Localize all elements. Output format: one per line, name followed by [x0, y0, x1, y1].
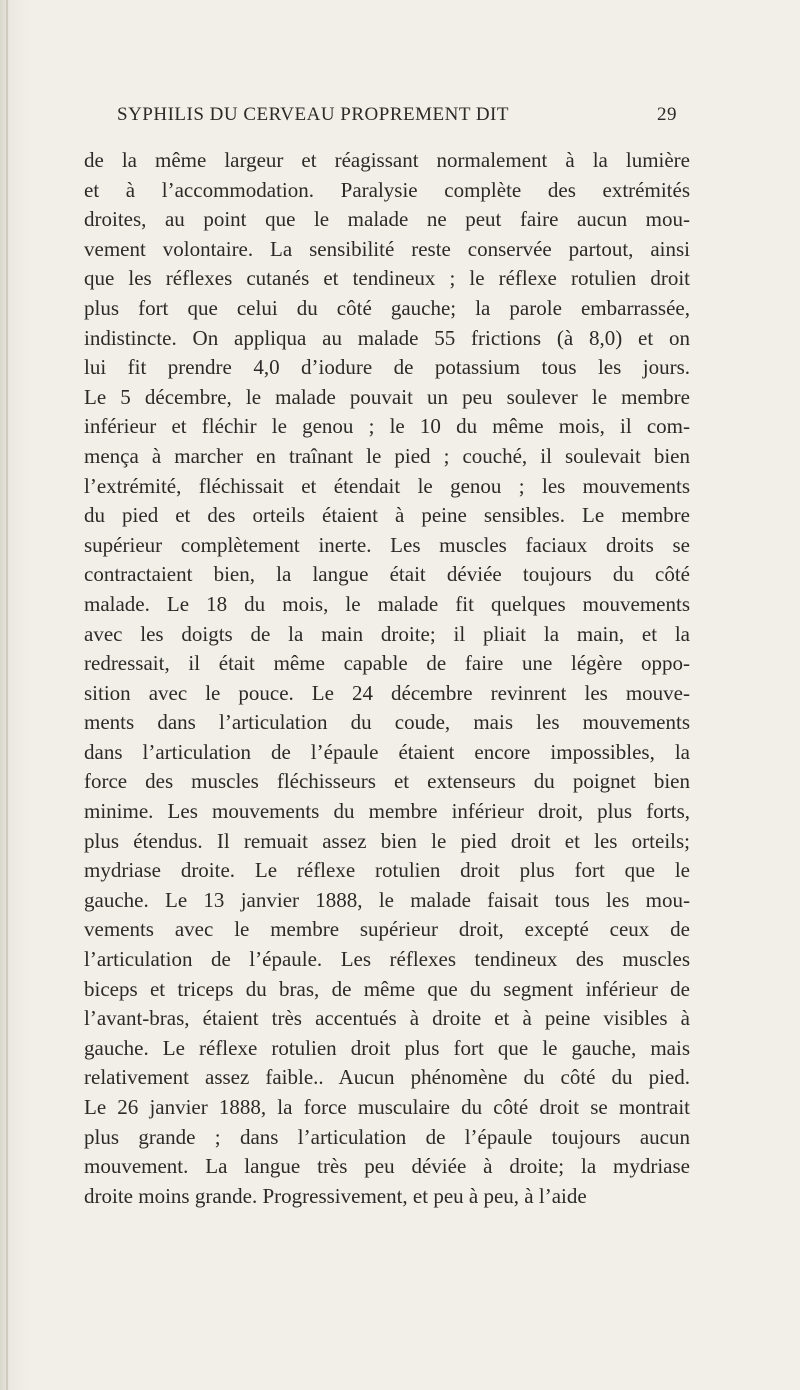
- text-line: vements avec le membre supérieur droit, excepté ceux de: [84, 917, 690, 942]
- text-line: dans l’articulation de l’épaule étaient encore impossibles, la: [84, 739, 690, 764]
- text-line: plus grande ; dans l’articulation de l’épaule toujours aucun: [84, 1124, 690, 1149]
- text-line: gauche. Le 13 janvier 1888, le malade faisait tous les mou-: [84, 887, 690, 912]
- text-line: mydriase droite. Le réflexe rotulien droit plus fort que le: [84, 858, 690, 883]
- text-line: biceps et triceps du bras, de même que du segment inférieur de: [84, 976, 690, 1001]
- text-line: droites, au point que le malade ne peut faire aucun mou-: [84, 207, 690, 232]
- running-title: SYPHILIS DU CERVEAU PROPREMENT DIT: [117, 104, 509, 125]
- binding-gutter: [6, 0, 8, 1390]
- text-line: l’extrémité, fléchissait et étendait le genou ; les mouvements: [84, 473, 690, 498]
- text-line: de la même largeur et réagissant normalement à la lumière: [84, 148, 690, 172]
- text-line: mença à marcher en traînant le pied ; couché, il soulevait bien: [84, 443, 690, 468]
- text-line: l’avant-bras, étaient très accentués à droite et à peine visibles à: [84, 1006, 690, 1031]
- text-line: mouvement. La langue très peu déviée à droite; la mydriase: [84, 1154, 690, 1179]
- text-line: du pied et des orteils étaient à peine sensibles. Le membre: [84, 503, 690, 528]
- text-line: vement volontaire. La sensibilité reste conservée partout, ainsi: [84, 236, 690, 261]
- text-line: l’articulation de l’épaule. Les réflexes tendineux des muscles: [84, 947, 690, 972]
- text-line: Le 5 décembre, le malade pouvait un peu soulever le membre: [84, 384, 690, 409]
- text-line: plus fort que celui du côté gauche; la parole embarrassée,: [84, 295, 690, 320]
- text-line: relativement assez faible.. Aucun phénomène du côté du pied.: [84, 1065, 690, 1090]
- text-line: et à l’accommodation. Paralysie complète des extrémités: [84, 177, 690, 202]
- text-line: que les réflexes cutanés et tendineux ; le réflexe rotulien droit: [84, 266, 690, 291]
- text-line: gauche. Le réflexe rotulien droit plus fort que le gauche, mais: [84, 1035, 690, 1060]
- text-line: sition avec le pouce. Le 24 décembre revinrent les mouve-: [84, 680, 690, 705]
- text-line: lui fit prendre 4,0 d’iodure de potassium tous les jours.: [84, 355, 690, 380]
- text-line: inférieur et fléchir le genou ; le 10 du même mois, il com-: [84, 414, 690, 439]
- text-line: malade. Le 18 du mois, le malade fit quelques mouvements: [84, 591, 690, 616]
- body-text: [84, 146, 690, 1211]
- text-line: force des muscles fléchisseurs et extenseurs du poignet bien: [84, 769, 690, 794]
- text-line: ments dans l’articulation du coude, mais les mouvements: [84, 710, 690, 735]
- text-line: contractaient bien, la langue était déviée toujours du côté: [84, 562, 690, 587]
- text-line: supérieur complètement inerte. Les muscles faciaux droits se: [84, 532, 690, 557]
- text-line: avec les doigts de la main droite; il pliait la main, et la: [84, 621, 690, 646]
- text-line: plus étendus. Il remuait assez bien le pied droit et les orteils;: [84, 828, 690, 853]
- page-number: 29: [657, 104, 677, 125]
- text-line: redressait, il était même capable de faire une légère oppo-: [84, 651, 690, 676]
- text-line: droite moins grande. Progressivement, et peu à peu, à l’aide: [84, 1183, 587, 1208]
- text-line: indistincte. On appliqua au malade 55 frictions (à 8,0) et on: [84, 325, 690, 350]
- text-line: minime. Les mouvements du membre inférieur droit, plus forts,: [84, 799, 690, 824]
- text-line: Le 26 janvier 1888, la force musculaire du côté droit se montrait: [84, 1095, 690, 1119]
